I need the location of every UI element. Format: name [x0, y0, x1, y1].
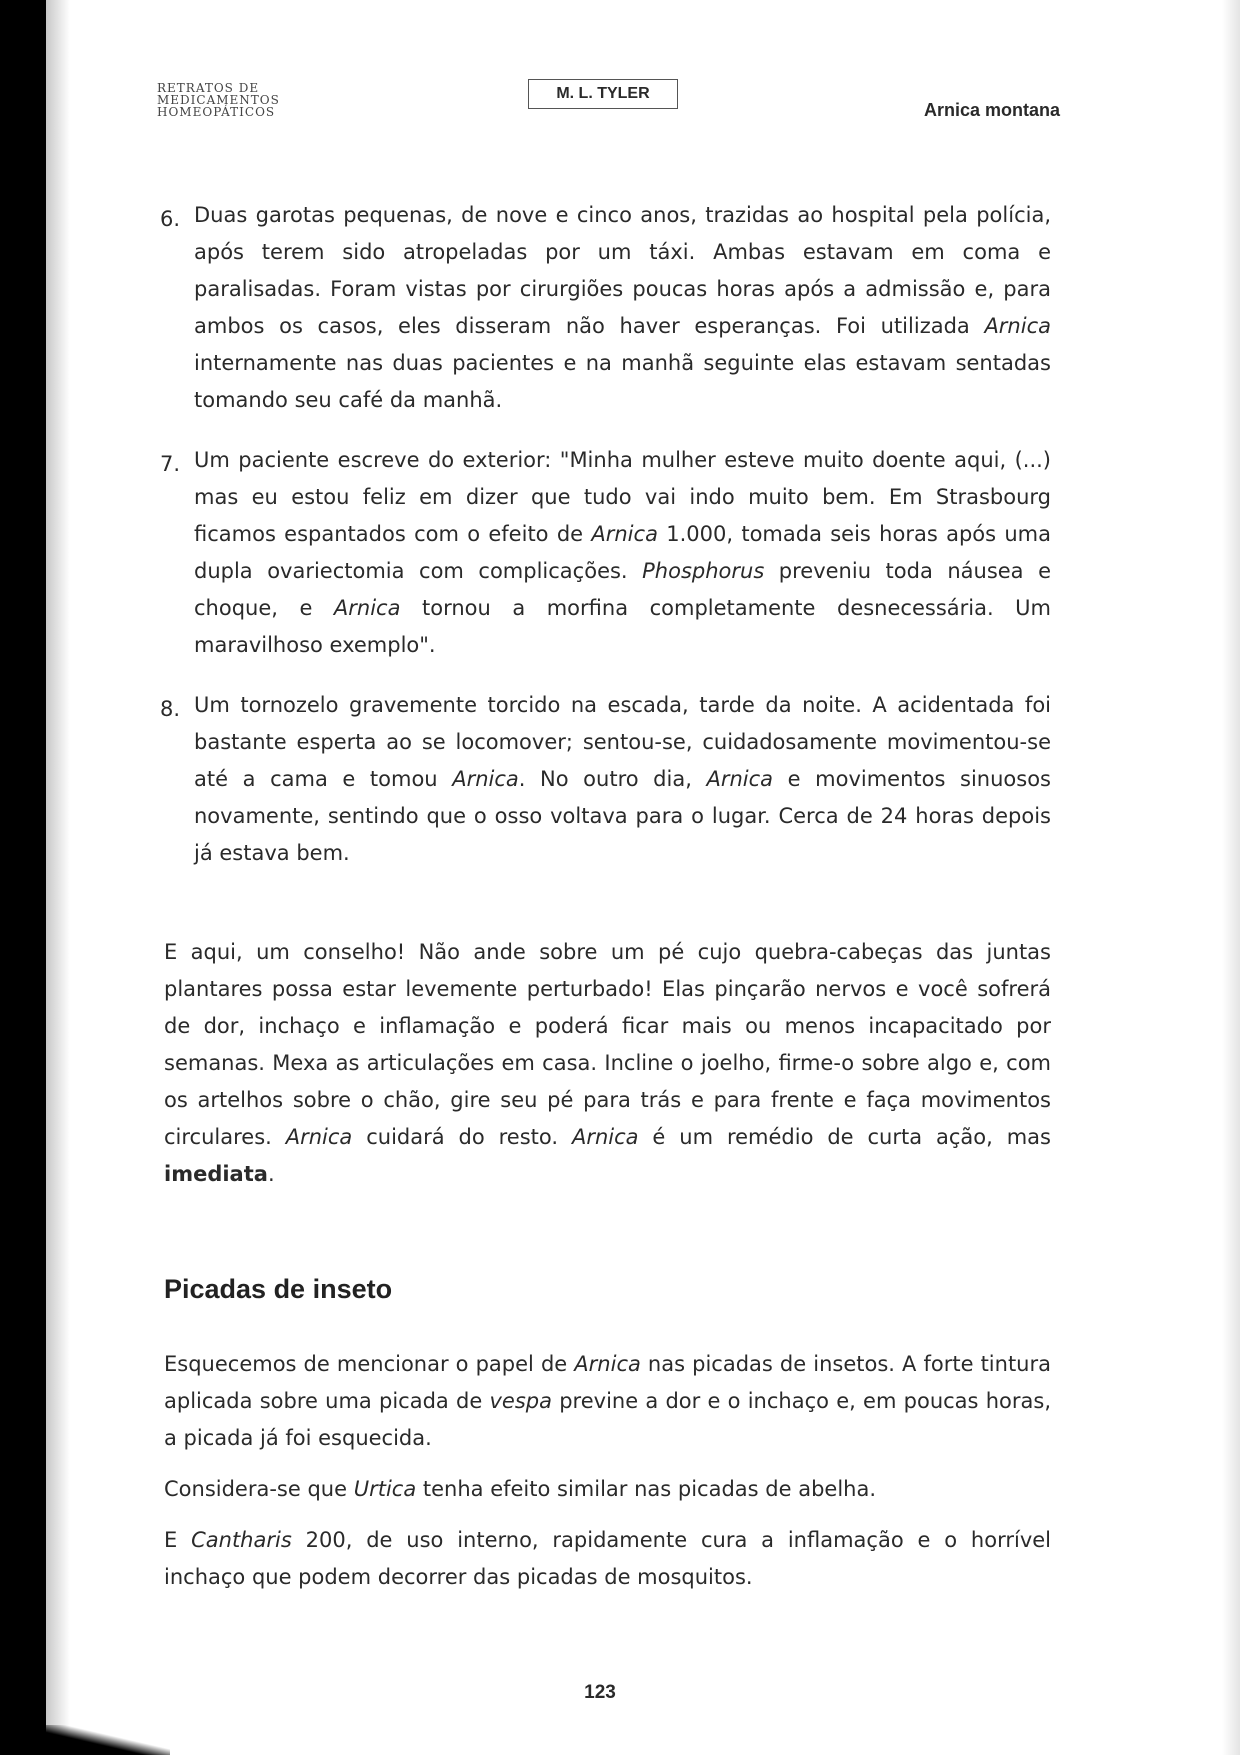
italic-text: Cantharis — [191, 1528, 292, 1552]
text-run: E aqui, um conselho! Não ande sobre um pé cujo quebra-cabeças das juntas plantares possa estar levemente perturbado! Elas pinçarão nervos e você sofrerá de dor, inchaço e inflamação e poderá ficar mais ou menos incapacitado por semanas. Mexa as articulações em casa. Incline o joelho, firme-o sobre algo e, com os artelhos sobre o chão, gire seu pé para trás e para frente e faça movimentos circulares. — [164, 940, 1051, 1149]
italic-text: Arnica — [591, 522, 658, 546]
text-run: e movimentos sinuosos novamente, sentindo que o osso voltava para o lugar. Cerca de 24 horas depois já estava bem. — [194, 767, 1051, 865]
text-run: E — [164, 1528, 192, 1552]
italic-text: Arnica — [571, 1125, 639, 1149]
section-heading: Picadas de inseto — [164, 1274, 393, 1304]
italic-text: Arnica — [333, 596, 401, 620]
italic-text: Phosphorus — [642, 559, 765, 583]
page-body — [160, 197, 1052, 1596]
series-logo-line: RETRATOS DE — [157, 81, 260, 95]
text-run: 200, de uso interno, rapidamente cura a inflamação e o horrível inchaço que podem decorrer das picadas de mosquitos. — [164, 1528, 1052, 1589]
text-run: Um tornozelo gravemente torcido na escada, tarde da noite. A acidentada foi bastante esperta ao se locomover; sentou-se, cuidadosamente movimentou-se até a cama e tomou — [194, 693, 1051, 791]
case-item — [160, 687, 1051, 872]
series-logo-line: MEDICAMENTOS — [157, 93, 280, 107]
text-run: cuidará do resto. — [352, 1125, 572, 1149]
text-run: . No outro dia, — [518, 767, 707, 791]
case-text — [194, 687, 1051, 872]
text-run: previne a dor e o inchaço e, em poucas horas, a picada já foi esquecida. — [164, 1389, 1051, 1450]
italic-text: Arnica — [574, 1352, 641, 1376]
text-run: Duas garotas pequenas, de nove e cinco anos, trazidas ao hospital pela polícia, após terem sido atropeladas por um táxi. Ambas estavam em coma e paralisadas. Foram vistas por cirurgiões poucas horas após a admissão e, para ambos os casos, eles disseram não haver esperanças. Foi utilizada — [194, 203, 1051, 338]
running-title: Arnica montana — [923, 100, 1060, 120]
page-number: 123 — [584, 1682, 616, 1703]
bold-text: imediata — [164, 1162, 268, 1186]
section-paragraph — [164, 1471, 1051, 1508]
text-run: . — [267, 1162, 275, 1186]
advice-paragraph — [164, 934, 1051, 1193]
case-number: 8. — [160, 697, 181, 721]
text-run: internamente nas duas pacientes e na manhã seguinte elas estavam sentadas tomando seu café da manhã. — [194, 351, 1051, 412]
text-run: 1.000, tomada seis horas após uma dupla ovariectomia com complicações. — [194, 522, 1051, 583]
series-logo-line: HOMEOPÁTICOS — [157, 105, 276, 119]
section-paragraph — [164, 1522, 1051, 1596]
italic-text: Arnica — [984, 314, 1051, 338]
case-item — [160, 197, 1051, 419]
italic-text: Arnica — [285, 1125, 353, 1149]
italic-text: Arnica — [706, 767, 774, 791]
case-number: 7. — [160, 452, 181, 476]
corner-shadow — [40, 1725, 170, 1755]
case-text — [194, 442, 1051, 664]
series-logo — [157, 82, 297, 118]
text-run: nas picadas de insetos. A forte tintura aplicada sobre uma picada de — [164, 1352, 1051, 1413]
case-number: 6. — [160, 207, 181, 231]
text-run: tornou a morfina completamente desnecessária. Um maravilhoso exemplo". — [194, 596, 1051, 657]
case-text — [194, 197, 1051, 419]
text-run: Considera-se que — [164, 1477, 354, 1501]
page-edge — [1222, 0, 1240, 1755]
book-spine-shadow — [0, 0, 46, 1755]
text-run: Um paciente escreve do exterior: "Minha mulher esteve muito doente aqui, (...) mas eu estou feliz em dizer que tudo vai indo muito bem. Em Strasbourg ficamos espantados com o efeito de — [194, 448, 1051, 546]
text-run: é um remédio de curta ação, mas — [638, 1125, 1051, 1149]
case-item — [160, 442, 1051, 664]
author-name: M. L. TYLER — [528, 79, 678, 109]
text-run: Esquecemos de mencionar o papel de — [164, 1352, 575, 1376]
italic-text: vespa — [489, 1389, 552, 1413]
italic-text: Arnica — [452, 767, 519, 791]
text-run: preveniu toda náusea e choque, e — [194, 559, 1051, 620]
gutter-shadow — [46, 0, 70, 1755]
section-paragraph — [164, 1346, 1051, 1457]
text-run: tenha efeito similar nas picadas de abelha. — [416, 1477, 877, 1501]
italic-text: Urtica — [353, 1477, 417, 1501]
